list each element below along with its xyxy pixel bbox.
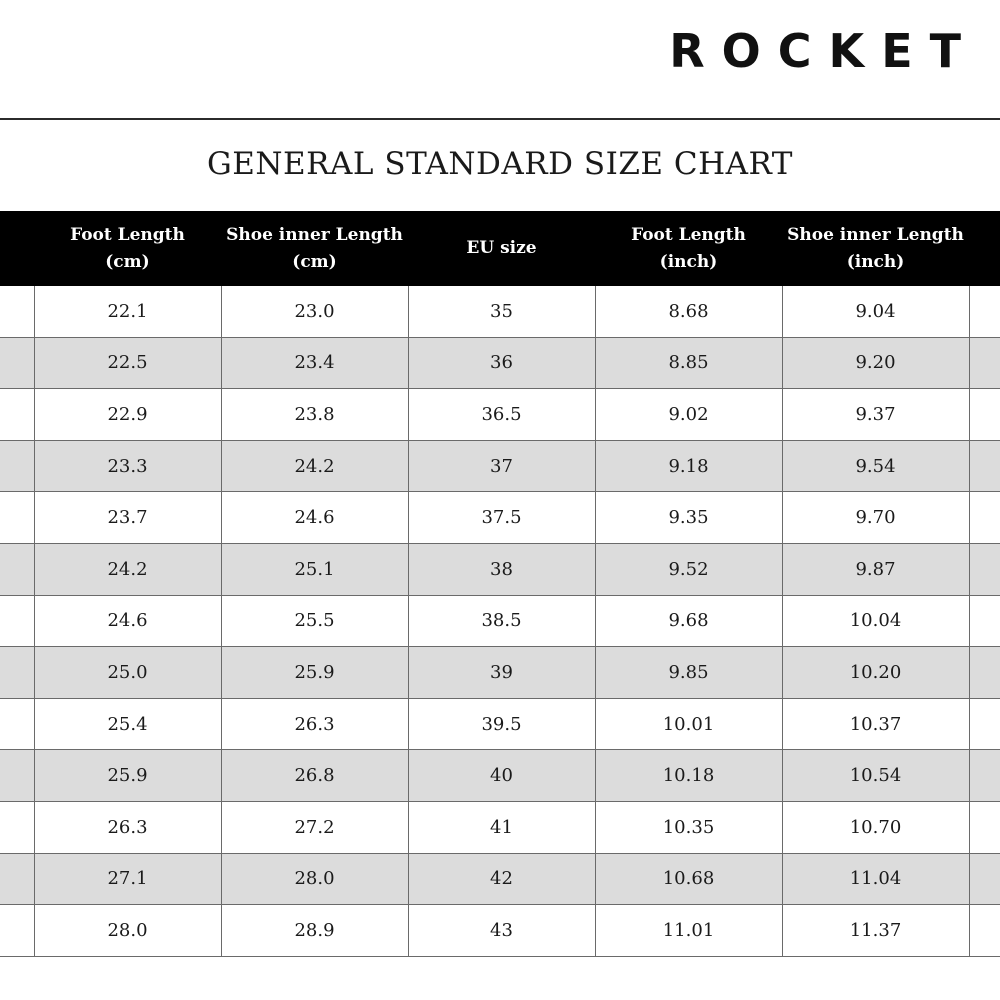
cell-foot-length-inch: 9.52: [668, 558, 709, 580]
cell-eu-size: 36.5: [481, 403, 522, 425]
cell-shoe-inner-length-inch: 9.37: [855, 403, 896, 425]
table-row: [0, 492, 1000, 544]
cell-foot-length-inch: 10.35: [662, 816, 715, 838]
cell-foot-length-cm: 28.0: [107, 919, 148, 941]
cell-eu-size: 42: [490, 868, 513, 890]
cell-foot-length-cm: 26.3: [107, 816, 148, 838]
cell-eu-size: 39.5: [481, 713, 522, 735]
cell-shoe-inner-length-inch: 10.20: [849, 661, 902, 683]
cell-foot-length-cm: 22.1: [107, 300, 148, 322]
cell-shoe-inner-length-inch: 9.70: [855, 507, 896, 529]
cell-foot-length-cm: 24.6: [107, 610, 148, 632]
cell-shoe-inner-length-inch: 11.37: [849, 919, 902, 941]
cell-shoe-inner-length-inch: 10.70: [849, 816, 902, 838]
cell-shoe-inner-length-cm: 28.9: [294, 919, 335, 941]
table-body: [0, 286, 1000, 957]
cell-foot-length-cm: 23.3: [107, 455, 148, 477]
header-divider: [0, 118, 1000, 120]
cell-eu-size: 37: [490, 455, 513, 477]
cell-shoe-inner-length-cm: 23.8: [294, 403, 335, 425]
table-row: [0, 854, 1000, 906]
cell-foot-length-inch: 9.85: [668, 661, 709, 683]
cell-shoe-inner-length-cm: 26.3: [294, 713, 335, 735]
cell-shoe-inner-length-inch: 9.04: [855, 300, 896, 322]
cell-eu-size: 39: [490, 661, 513, 683]
table-row: [0, 544, 1000, 596]
column-divider: [408, 286, 409, 957]
brand-logo: ROCKET: [669, 24, 978, 78]
cell-foot-length-inch: 9.02: [668, 403, 709, 425]
cell-foot-length-cm: 24.2: [107, 558, 148, 580]
cell-eu-size: 43: [490, 919, 513, 941]
cell-foot-length-cm: 25.0: [107, 661, 148, 683]
column-divider: [782, 286, 783, 957]
cell-foot-length-cm: 25.9: [107, 765, 148, 787]
table-row: [0, 905, 1000, 957]
table-row: [0, 389, 1000, 441]
header-foot-length-inch: Foot Length (inch): [631, 224, 746, 272]
cell-shoe-inner-length-cm: 24.6: [294, 507, 335, 529]
column-divider: [595, 286, 596, 957]
cell-shoe-inner-length-cm: 23.0: [294, 300, 335, 322]
cell-eu-size: 38.5: [481, 610, 522, 632]
column-divider: [969, 286, 970, 957]
cell-shoe-inner-length-cm: 27.2: [294, 816, 335, 838]
cell-eu-size: 36: [490, 352, 513, 374]
table-row: [0, 802, 1000, 854]
cell-shoe-inner-length-cm: 25.9: [294, 661, 335, 683]
cell-eu-size: 40: [490, 765, 513, 787]
table-row: [0, 286, 1000, 338]
cell-foot-length-inch: 9.18: [668, 455, 709, 477]
cell-shoe-inner-length-cm: 25.5: [294, 610, 335, 632]
cell-shoe-inner-length-inch: 9.20: [855, 352, 896, 374]
table-row: [0, 338, 1000, 390]
cell-eu-size: 35: [490, 300, 513, 322]
table-row: [0, 441, 1000, 493]
cell-shoe-inner-length-inch: 10.54: [849, 765, 902, 787]
cell-foot-length-inch: 11.01: [662, 919, 715, 941]
header-shoe-inner-length-cm: Shoe inner Length (cm): [226, 224, 403, 272]
cell-foot-length-inch: 9.68: [668, 610, 709, 632]
table-row: [0, 750, 1000, 802]
table-row: [0, 596, 1000, 648]
table-row: [0, 647, 1000, 699]
column-divider: [221, 286, 222, 957]
cell-foot-length-cm: 22.9: [107, 403, 148, 425]
cell-foot-length-inch: 10.18: [662, 765, 715, 787]
cell-shoe-inner-length-inch: 11.04: [849, 868, 902, 890]
cell-foot-length-inch: 10.68: [662, 868, 715, 890]
cell-eu-size: 38: [490, 558, 513, 580]
cell-foot-length-cm: 22.5: [107, 352, 148, 374]
cell-shoe-inner-length-cm: 26.8: [294, 765, 335, 787]
cell-shoe-inner-length-cm: 25.1: [294, 558, 335, 580]
table-row: [0, 699, 1000, 751]
cell-shoe-inner-length-inch: 10.37: [849, 713, 902, 735]
header-eu-size: EU size: [466, 238, 537, 258]
cell-shoe-inner-length-cm: 28.0: [294, 868, 335, 890]
cell-foot-length-cm: 27.1: [107, 868, 148, 890]
cell-eu-size: 37.5: [481, 507, 522, 529]
cell-shoe-inner-length-cm: 23.4: [294, 352, 335, 374]
cell-shoe-inner-length-inch: 9.87: [855, 558, 896, 580]
cell-foot-length-inch: 9.35: [668, 507, 709, 529]
header-foot-length-cm: Foot Length (cm): [70, 224, 185, 272]
cell-eu-size: 41: [490, 816, 513, 838]
cell-shoe-inner-length-cm: 24.2: [294, 455, 335, 477]
cell-foot-length-inch: 8.85: [668, 352, 709, 374]
size-table: [0, 211, 1000, 957]
chart-title: GENERAL STANDARD SIZE CHART: [207, 146, 793, 182]
cell-foot-length-inch: 8.68: [668, 300, 709, 322]
cell-foot-length-inch: 10.01: [662, 713, 715, 735]
header-shoe-inner-length-inch: Shoe inner Length (inch): [787, 224, 964, 272]
cell-shoe-inner-length-inch: 9.54: [855, 455, 896, 477]
column-divider: [34, 286, 35, 957]
table-header-row: [0, 211, 1000, 286]
cell-foot-length-cm: 25.4: [107, 713, 148, 735]
cell-shoe-inner-length-inch: 10.04: [849, 610, 902, 632]
cell-foot-length-cm: 23.7: [107, 507, 148, 529]
